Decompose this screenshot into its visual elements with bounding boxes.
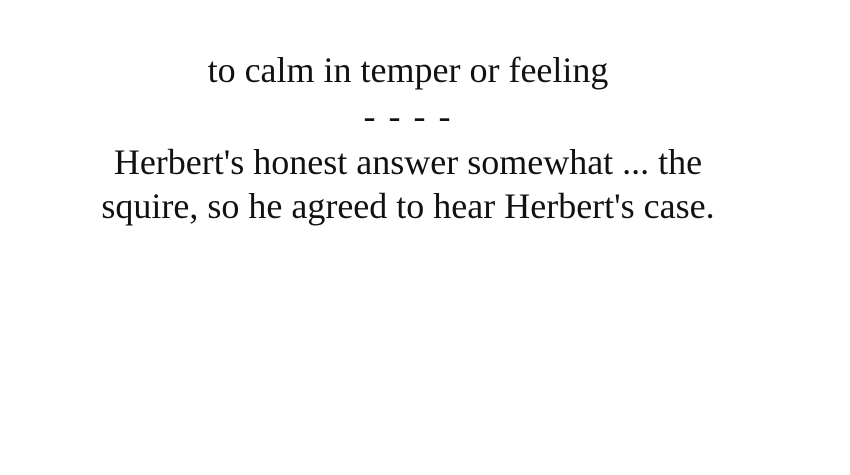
example-sentence-line: squire, so he agreed to hear Herbert's case.	[101, 186, 715, 226]
example-sentence-line: Herbert's honest answer somewhat ... the	[113, 142, 703, 182]
definition-text: to calm in temper or feeling	[207, 50, 609, 90]
separator: - - - -	[363, 96, 453, 136]
